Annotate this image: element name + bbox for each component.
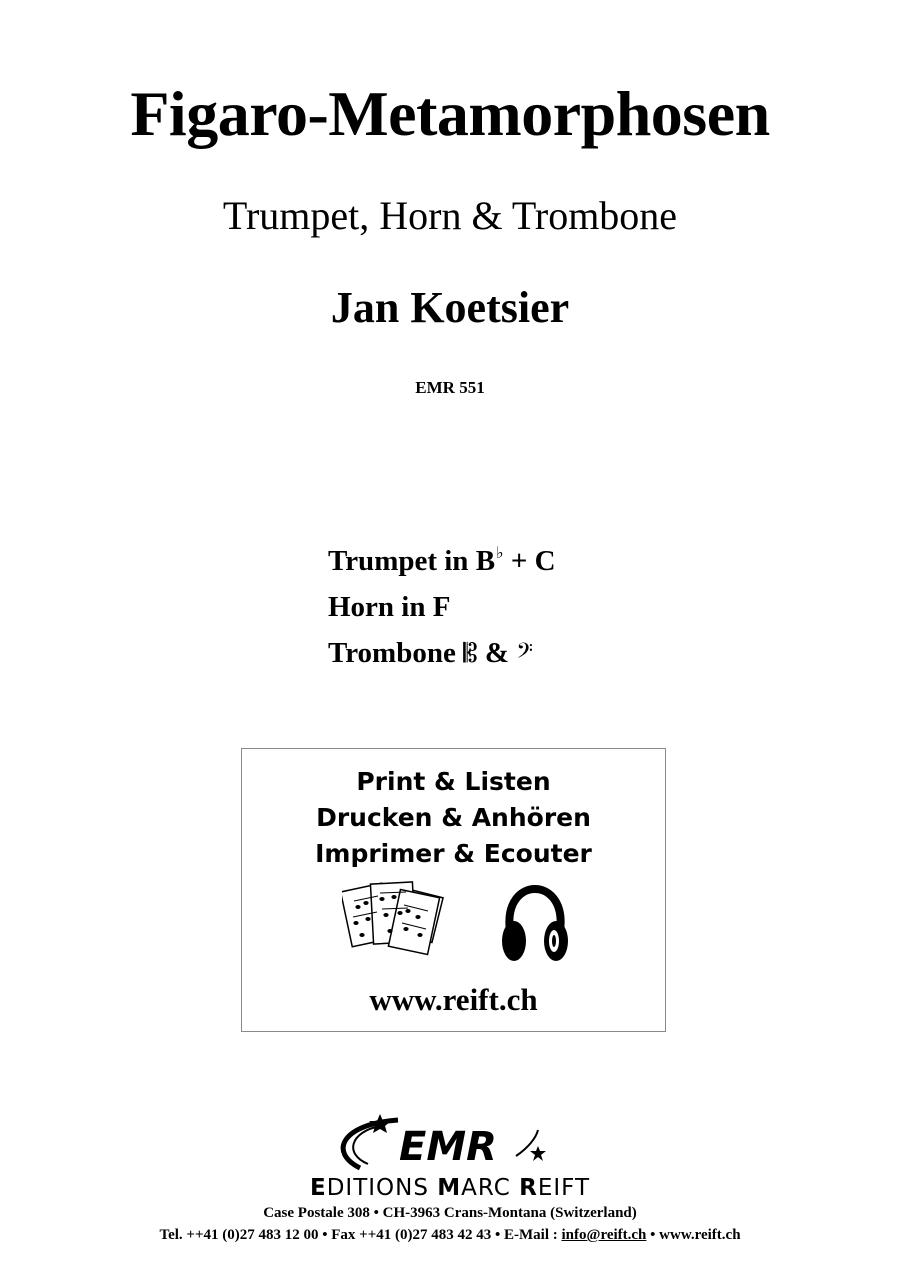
publisher-contact: Tel. ++41 (0)27 483 12 00 • Fax ++41 (0)27 483 42 43 • E-Mail : info@reift.ch • www.reift.ch xyxy=(159,1227,741,1243)
logo-star-icon xyxy=(369,1114,391,1133)
emr-logo xyxy=(320,1112,560,1178)
instrument-horn: Horn in F xyxy=(328,591,451,623)
promo-line-english: Print & Listen xyxy=(356,767,551,796)
promo-line-german: Drucken & Anhören xyxy=(316,803,591,832)
page-title: Figaro-Metamorphosen xyxy=(130,78,770,149)
email-link[interactable]: info@reift.ch xyxy=(561,1227,647,1243)
composer-name: Jan Koetsier xyxy=(330,283,570,332)
promo-website-url[interactable]: www.reift.ch xyxy=(369,982,538,1017)
catalog-number: EMR 551 xyxy=(415,378,485,397)
publisher-address: Case Postale 308 • CH-3963 Crans-Montana (Switzerland) xyxy=(263,1205,637,1221)
bass-clef-icon: 𝄢 xyxy=(516,639,533,669)
sheet-music-icon xyxy=(342,879,454,971)
flat-symbol: ♭ xyxy=(496,543,504,562)
print-listen-box xyxy=(241,748,666,1032)
headphones-icon xyxy=(500,885,570,967)
promo-line-french: Imprimer & Ecouter xyxy=(315,839,592,868)
logo-star-icon xyxy=(530,1146,546,1161)
instrumentation-subtitle: Trumpet, Horn & Trombone xyxy=(222,193,678,238)
instrument-list xyxy=(328,530,556,677)
logo-text: EMR xyxy=(399,1124,497,1170)
instrument-trumpet: Trumpet in B♭ + C xyxy=(328,530,556,584)
tenor-clef-icon: 𝄡 xyxy=(463,639,478,669)
publisher-name: EDITIONS MARC REIFT xyxy=(309,1175,591,1201)
instrument-trombone: Trombone 𝄡 & 𝄢 xyxy=(328,630,556,677)
